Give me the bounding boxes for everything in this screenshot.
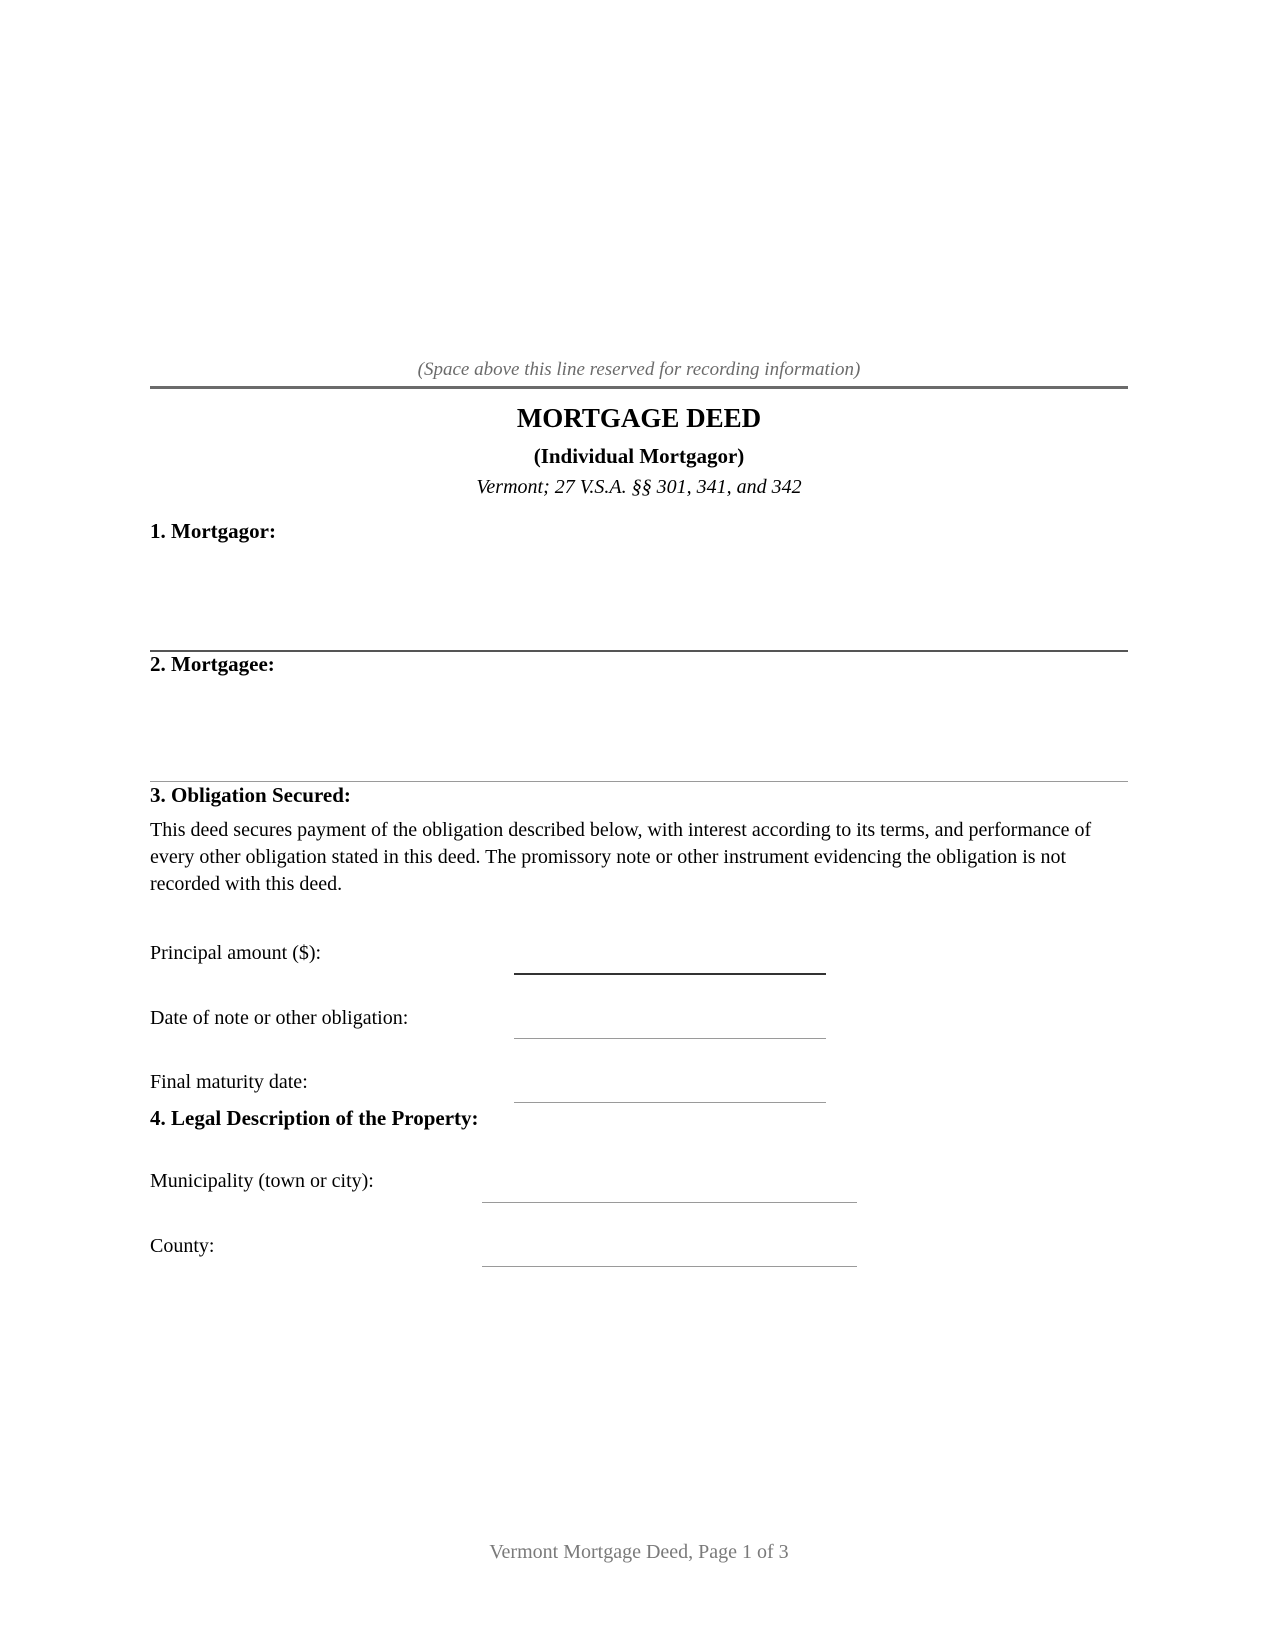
- statute-citation: Vermont; 27 V.S.A. §§ 301, 341, and 342: [476, 476, 802, 498]
- obligation-paragraph: This deed secures payment of the obligation described below, with interest according to its terms, and performance of every other obligation stated in this deed. The promissory note or other instrument evidencing the obligation is not recorded with this deed.: [150, 819, 1092, 895]
- mortgagor-entry-line[interactable]: [150, 650, 1128, 652]
- document-title: MORTGAGE DEED: [516, 403, 762, 433]
- municipality-label: Municipality (town or city):: [150, 1170, 374, 1192]
- page-footer: Vermont Mortgage Deed, Page 1 of 3: [489, 1541, 789, 1563]
- principal-amount-label: Principal amount ($):: [150, 942, 322, 964]
- county-label: County:: [150, 1235, 215, 1257]
- note-date-label: Date of note or other obligation:: [150, 1007, 409, 1029]
- county-field[interactable]: [482, 1266, 857, 1267]
- mortgagor-heading: 1. Mortgagor:: [150, 519, 276, 543]
- mortgagee-heading: 2. Mortgagee:: [150, 652, 275, 676]
- maturity-date-field[interactable]: [514, 1102, 826, 1103]
- municipality-field[interactable]: [482, 1202, 857, 1203]
- document-subtitle: (Individual Mortgagor): [533, 444, 745, 468]
- obligation-heading: 3. Obligation Secured:: [150, 783, 351, 807]
- recording-space-note: (Space above this line reserved for recording information): [417, 359, 861, 380]
- note-date-field[interactable]: [514, 1038, 826, 1039]
- maturity-date-label: Final maturity date:: [150, 1071, 308, 1093]
- recording-space-divider: [150, 386, 1128, 389]
- principal-amount-field[interactable]: [514, 973, 826, 975]
- legal-description-heading: 4. Legal Description of the Property:: [150, 1106, 479, 1130]
